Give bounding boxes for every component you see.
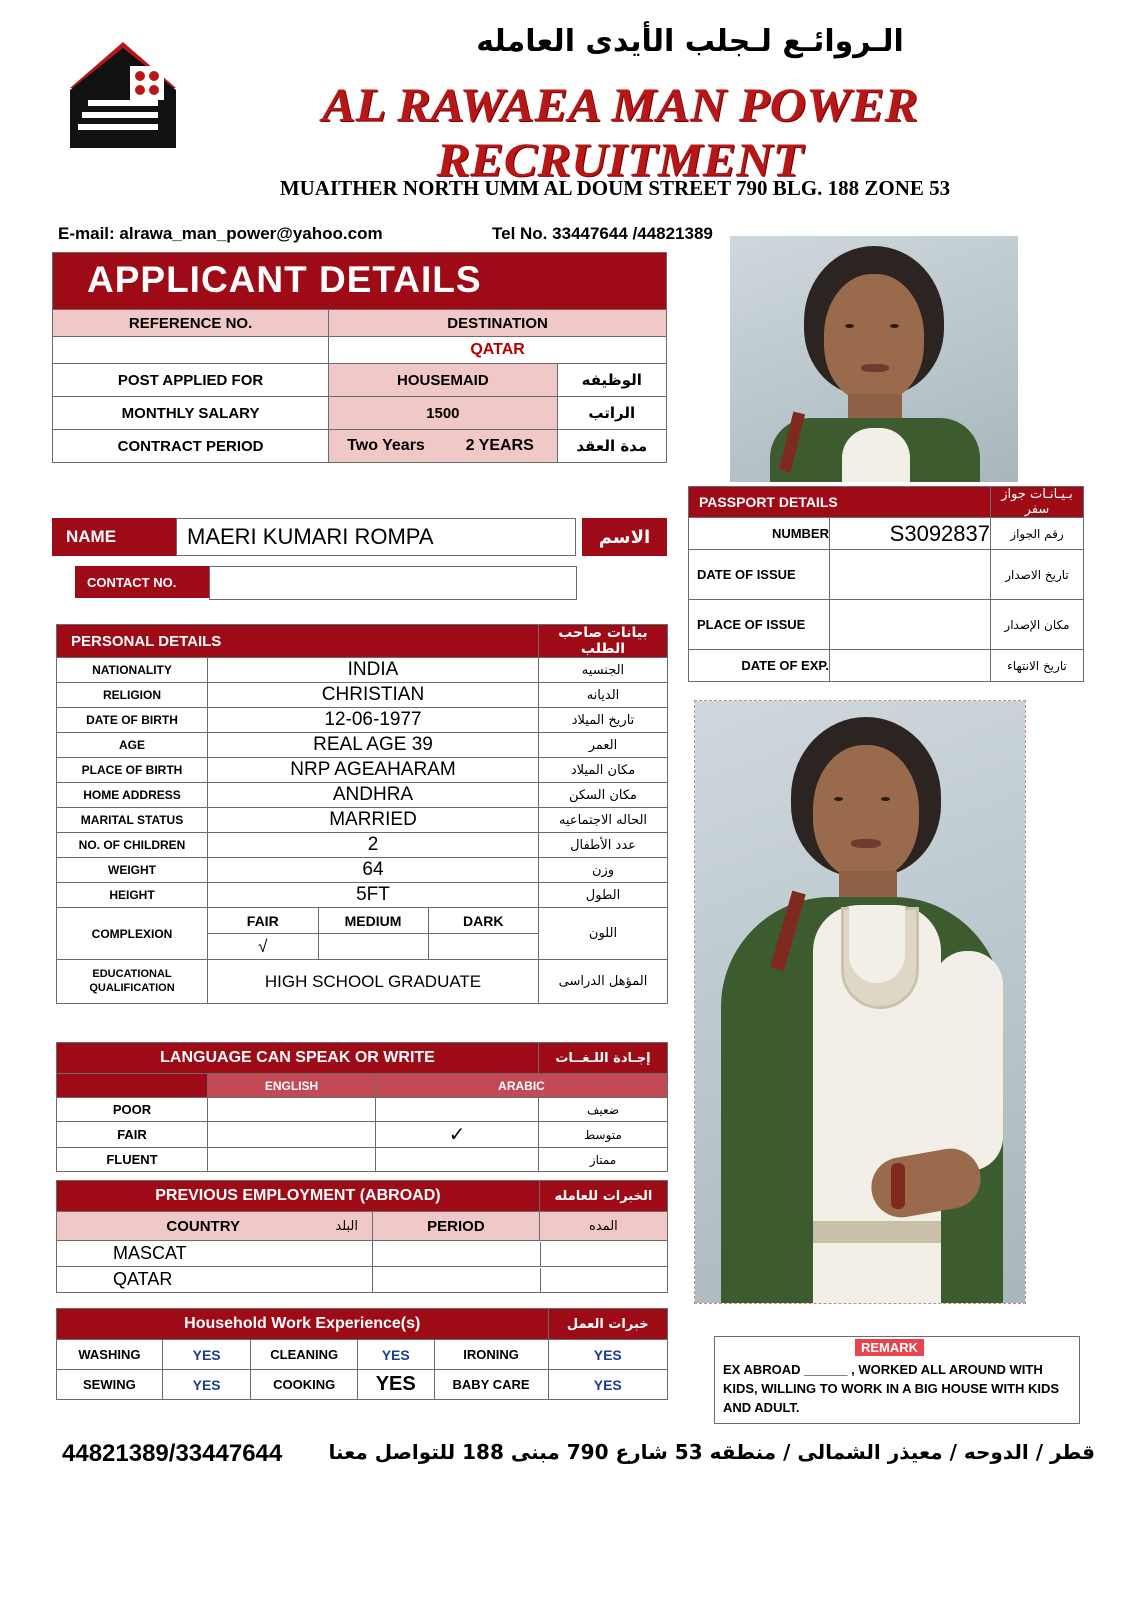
- cooking-value[interactable]: YES: [357, 1370, 434, 1400]
- footer-phones: 44821389/33447644: [62, 1440, 283, 1467]
- contact-no-value[interactable]: [209, 566, 577, 600]
- table-row: [57, 1098, 668, 1122]
- passport-date-of-issue-value[interactable]: [830, 550, 991, 600]
- age-label: AGE: [57, 733, 208, 758]
- country-label-ar: البلد: [335, 1218, 358, 1234]
- home-address-label: HOME ADDRESS: [57, 783, 208, 808]
- post-applied-row: [53, 364, 667, 397]
- table-row: [57, 783, 668, 808]
- language-col-english: ENGLISH: [208, 1074, 376, 1098]
- previous-employment-period-1[interactable]: [373, 1242, 541, 1266]
- previous-employment-header: [57, 1181, 668, 1212]
- name-value[interactable]: MAERI KUMARI ROMPA: [176, 518, 576, 556]
- language-fair-english[interactable]: [208, 1122, 376, 1148]
- language-level-poor-ar: ضعيف: [539, 1098, 668, 1122]
- previous-employment-title-ar: الخبرات للعامله: [539, 1181, 667, 1212]
- name-label-ar: الاسم: [582, 518, 667, 556]
- complexion-label-ar: اللون: [539, 908, 668, 960]
- table-row: [57, 1370, 668, 1400]
- passport-number-value[interactable]: S3092837: [830, 518, 991, 550]
- weight-value[interactable]: 64: [208, 858, 539, 883]
- place-of-birth-value[interactable]: NRP AGEAHARAM: [208, 758, 539, 783]
- passport-details-title: PASSPORT DETAILS: [689, 487, 991, 518]
- post-applied-label: POST APPLIED FOR: [53, 364, 329, 397]
- table-row: [57, 733, 668, 758]
- company-address: MUAITHER NORTH UMM AL DOUM STREET 790 BLG. 188 ZONE 53: [279, 176, 951, 200]
- destination-value[interactable]: QATAR: [329, 337, 667, 364]
- contract-period-values[interactable]: [329, 430, 557, 463]
- education-value[interactable]: HIGH SCHOOL GRADUATE: [208, 960, 539, 1004]
- age-value[interactable]: REAL AGE 39: [208, 733, 539, 758]
- personal-details-section: [56, 624, 668, 1004]
- applicant-passport-photo: [730, 236, 1018, 482]
- passport-details-section: [688, 486, 1084, 682]
- arabic-company-title: الـروائـع لـجلب الأيدى العامله: [476, 24, 904, 59]
- home-address-value[interactable]: ANDHRA: [208, 783, 539, 808]
- weight-label-ar: وزن: [539, 858, 668, 883]
- complexion-mark-dark[interactable]: [428, 934, 538, 959]
- children-label: NO. OF CHILDREN: [57, 833, 208, 858]
- height-label-ar: الطول: [539, 883, 668, 908]
- table-row: [57, 1241, 668, 1267]
- passport-number-label-ar: رقم الجواز: [991, 518, 1084, 550]
- personal-details-header: [57, 625, 668, 658]
- table-row: [57, 1267, 668, 1293]
- cooking-label: COOKING: [251, 1370, 357, 1400]
- age-label-ar: العمر: [539, 733, 668, 758]
- children-label-ar: عدد الأطفال: [539, 833, 668, 858]
- ironing-value[interactable]: YES: [548, 1340, 667, 1370]
- applicant-details-title-row: [53, 253, 667, 310]
- passport-details-header: [689, 487, 1084, 518]
- nationality-label-ar: الجنسيه: [539, 658, 668, 683]
- table-row: [57, 683, 668, 708]
- passport-date-of-exp-value[interactable]: [830, 650, 991, 682]
- language-level-fair-ar: متوسط: [539, 1122, 668, 1148]
- table-row: [57, 808, 668, 833]
- complexion-mark-fair[interactable]: √: [208, 934, 318, 959]
- passport-details-title-ar: بـيـانـات جواز سفر: [991, 487, 1084, 518]
- language-poor-english[interactable]: [208, 1098, 376, 1122]
- table-row: [57, 1148, 668, 1172]
- passport-place-of-issue-label-ar: مكان الإصدار: [991, 600, 1084, 650]
- monthly-salary-label-ar: الراتب: [557, 397, 666, 430]
- personal-details-title-ar: بيانات صاحب الطلب: [539, 625, 668, 658]
- country-label: COUNTRY: [166, 1217, 240, 1235]
- passport-date-of-issue-label: DATE OF ISSUE: [689, 550, 830, 600]
- contact-no-label: CONTACT NO.: [75, 566, 209, 598]
- passport-number-label: NUMBER: [689, 518, 830, 550]
- tel-value: 33447644 /44821389: [552, 224, 713, 243]
- language-poor-arabic[interactable]: [376, 1098, 539, 1122]
- language-column-header: [57, 1074, 668, 1098]
- dob-label-ar: تاريخ الميلاد: [539, 708, 668, 733]
- baby-care-label: BABY CARE: [434, 1370, 548, 1400]
- table-row: [57, 1340, 668, 1370]
- weight-label: WEIGHT: [57, 858, 208, 883]
- remark-title: REMARK: [855, 1339, 924, 1356]
- reference-no-value[interactable]: [53, 337, 329, 364]
- complexion-row: [57, 908, 668, 934]
- table-row: [57, 858, 668, 883]
- post-applied-label-ar: الوظيفه: [557, 364, 666, 397]
- footer: [40, 1438, 1095, 1472]
- religion-label-ar: الديانه: [539, 683, 668, 708]
- table-row: [689, 650, 1084, 682]
- email-line: [58, 224, 383, 244]
- home-address-label-ar: مكان السكن: [539, 783, 668, 808]
- place-of-birth-label-ar: مكان الميلاد: [539, 758, 668, 783]
- telephone-line: [492, 224, 713, 244]
- table-row: [57, 708, 668, 733]
- language-level-fluent: FLUENT: [57, 1148, 208, 1172]
- name-row: [52, 518, 667, 556]
- contract-period-label: CONTRACT PERIOD: [53, 430, 329, 463]
- passport-place-of-issue-label: PLACE OF ISSUE: [689, 600, 830, 650]
- complexion-option-fair[interactable]: FAIR: [208, 908, 318, 933]
- marital-status-label-ar: الحاله الاجتماعيه: [539, 808, 668, 833]
- post-applied-value[interactable]: HOUSEMAID: [329, 364, 557, 397]
- tel-label: Tel No.: [492, 224, 548, 243]
- contract-period-value-1: Two Years: [347, 437, 425, 454]
- footer-arabic-address: قطر / الدوحه / معيذر الشمالى / منطقه 53 شارع 790 مبنى 188 للتواصل معنا: [328, 1440, 1095, 1464]
- language-col-arabic: ARABIC: [376, 1074, 668, 1098]
- education-label-ar: المؤهل الدراسى: [539, 960, 668, 1004]
- height-value[interactable]: 5FT: [208, 883, 539, 908]
- sewing-value[interactable]: YES: [162, 1370, 251, 1400]
- language-header: [57, 1043, 668, 1074]
- marital-status-value[interactable]: MARRIED: [208, 808, 539, 833]
- ironing-label: IRONING: [434, 1340, 548, 1370]
- language-level-fair: FAIR: [57, 1122, 208, 1148]
- applicant-details-title: APPLICANT DETAILS: [53, 253, 667, 310]
- contract-period-row: [53, 430, 667, 463]
- monthly-salary-row: [53, 397, 667, 430]
- reference-destination-values: [53, 337, 667, 364]
- passport-date-of-exp-label: DATE OF EXP.: [689, 650, 830, 682]
- period-label: PERIOD: [373, 1212, 540, 1241]
- language-title-ar: إجـادة اللـغــات: [539, 1043, 668, 1074]
- remark-text: EX ABROAD ______ , WORKED ALL AROUND WITH KIDS, WILLING TO WORK IN A BIG HOUSE WITH KIDS AND ADULT.: [723, 1362, 1060, 1415]
- language-blank-cell: [57, 1074, 208, 1098]
- previous-employment-title: PREVIOUS EMPLOYMENT (ABROAD): [57, 1181, 540, 1212]
- household-work-section: [56, 1308, 668, 1400]
- table-row: [57, 1122, 668, 1148]
- language-fluent-arabic[interactable]: [376, 1148, 539, 1172]
- table-row: [689, 600, 1084, 650]
- company-title: AL RAWAEA MAN POWER RECRUITMENT: [321, 79, 919, 187]
- reference-destination-header: [53, 310, 667, 337]
- religion-label: RELIGION: [57, 683, 208, 708]
- education-label: EDUCATIONAL QUALIFICATION: [57, 960, 208, 1004]
- table-row: [57, 758, 668, 783]
- language-title: LANGUAGE CAN SPEAK OR WRITE: [57, 1043, 539, 1074]
- passport-place-of-issue-value[interactable]: [830, 600, 991, 650]
- cleaning-label: CLEANING: [251, 1340, 357, 1370]
- language-level-poor: POOR: [57, 1098, 208, 1122]
- dob-value[interactable]: 12-06-1977: [208, 708, 539, 733]
- reference-no-label: REFERENCE NO.: [53, 310, 329, 337]
- applicant-details-section: [52, 252, 667, 463]
- previous-employment-country-header: [57, 1212, 373, 1241]
- previous-employment-country-2[interactable]: QATAR: [57, 1267, 373, 1293]
- children-value[interactable]: 2: [208, 833, 539, 858]
- table-row: [689, 550, 1084, 600]
- baby-care-value[interactable]: YES: [548, 1370, 667, 1400]
- contract-period-value-2: 2 YEARS: [465, 437, 534, 454]
- passport-date-of-exp-label-ar: تاريخ الانتهاء: [991, 650, 1084, 682]
- previous-employment-period-2[interactable]: [373, 1268, 541, 1292]
- contact-row: [75, 566, 575, 598]
- household-work-title: Household Work Experience(s): [57, 1309, 549, 1340]
- dob-label: DATE OF BIRTH: [57, 708, 208, 733]
- previous-employment-extra-2: [541, 1268, 668, 1292]
- sewing-label: SEWING: [57, 1370, 163, 1400]
- language-fair-arabic[interactable]: ✓: [376, 1122, 539, 1148]
- passport-date-of-issue-label-ar: تاريخ الاصدار: [991, 550, 1084, 600]
- language-level-fluent-ar: ممتاز: [539, 1148, 668, 1172]
- applicant-full-photo: [694, 700, 1026, 1304]
- washing-label: WASHING: [57, 1340, 163, 1370]
- contract-period-label-ar: مدة العقد: [557, 430, 666, 463]
- household-work-title-ar: خبرات العمل: [548, 1309, 667, 1340]
- nationality-label: NATIONALITY: [57, 658, 208, 683]
- monthly-salary-label: MONTHLY SALARY: [53, 397, 329, 430]
- language-fluent-english[interactable]: [208, 1148, 376, 1172]
- language-section: [56, 1042, 668, 1172]
- washing-value[interactable]: YES: [162, 1340, 251, 1370]
- education-row: [57, 960, 668, 1004]
- email-label: E-mail:: [58, 224, 115, 243]
- previous-employment-extra-1: [541, 1242, 668, 1266]
- height-label: HEIGHT: [57, 883, 208, 908]
- table-row: [57, 833, 668, 858]
- table-row: [689, 518, 1084, 550]
- previous-employment-section: [56, 1180, 668, 1293]
- name-label: NAME: [52, 518, 176, 556]
- complexion-option-dark[interactable]: DARK: [463, 912, 504, 929]
- email-value: alrawa_man_power@yahoo.com: [119, 224, 383, 243]
- nationality-value[interactable]: INDIA: [208, 658, 539, 683]
- complexion-options: [208, 908, 539, 934]
- religion-value[interactable]: CHRISTIAN: [208, 683, 539, 708]
- previous-employment-column-header: [57, 1212, 668, 1241]
- previous-employment-country-1[interactable]: MASCAT: [57, 1241, 373, 1267]
- marital-status-label: MARITAL STATUS: [57, 808, 208, 833]
- monthly-salary-value[interactable]: 1500: [329, 397, 557, 430]
- complexion-option-medium[interactable]: MEDIUM: [318, 908, 428, 933]
- period-label-ar: المده: [539, 1212, 667, 1241]
- destination-label: DESTINATION: [329, 310, 667, 337]
- complexion-mark-medium[interactable]: [318, 934, 428, 959]
- table-row: [57, 883, 668, 908]
- complexion-label: COMPLEXION: [57, 908, 208, 960]
- personal-details-title: PERSONAL DETAILS: [57, 625, 539, 658]
- remark-box: [714, 1336, 1080, 1424]
- household-work-header: [57, 1309, 668, 1340]
- cleaning-value[interactable]: YES: [357, 1340, 434, 1370]
- table-row: [57, 658, 668, 683]
- complexion-marks: [208, 934, 539, 960]
- place-of-birth-label: PLACE OF BIRTH: [57, 758, 208, 783]
